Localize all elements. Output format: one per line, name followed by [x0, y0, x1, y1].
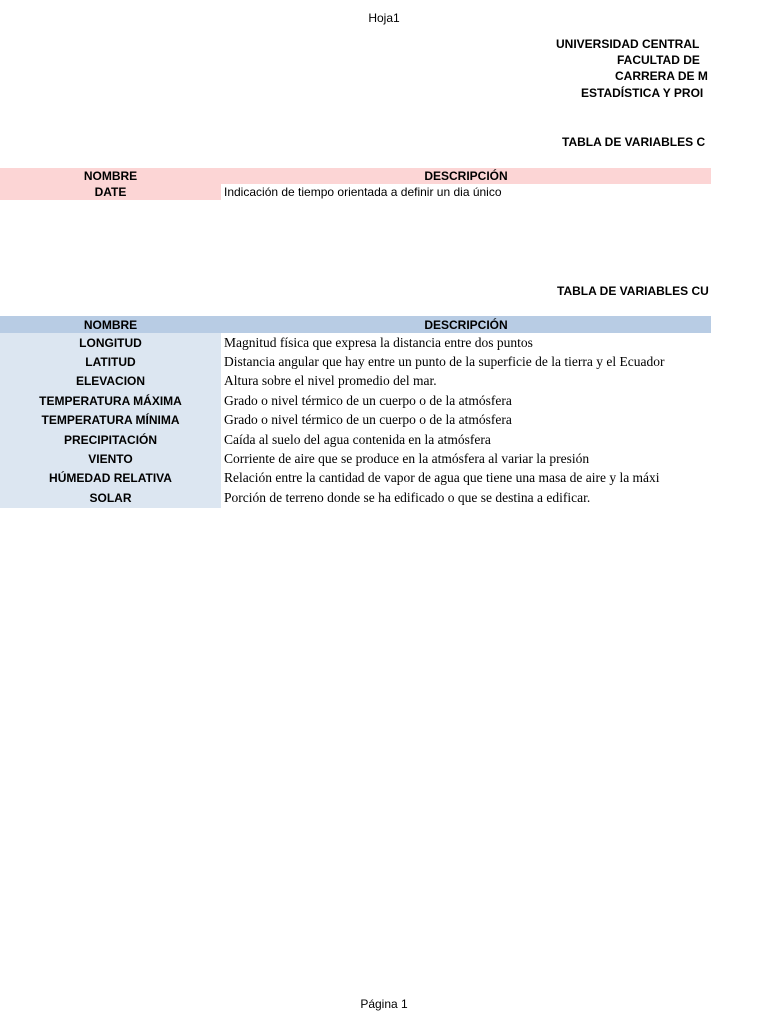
table2-row-name: ELEVACION: [0, 372, 221, 391]
table2-row-desc: Relación entre la cantidad de vapor de agua que tiene una masa de aire y la máxi: [224, 470, 660, 486]
table2-col-name: NOMBRE: [83, 317, 138, 332]
table1-title: TABLA DE VARIABLES C: [562, 135, 706, 149]
table-row: [0, 333, 711, 352]
table1-col-name: NOMBRE: [83, 169, 138, 183]
table-row: [0, 184, 711, 200]
table2-header-row: [0, 316, 711, 333]
table2-title: TABLA DE VARIABLES CU: [557, 284, 709, 298]
sheet-name: Hoja1: [368, 11, 400, 25]
table-row: [0, 352, 711, 371]
table2-row-name: PRECIPITACIÓN: [0, 430, 221, 449]
table2-col-desc: DESCRIPCIÓN: [424, 317, 508, 332]
table-row: [0, 411, 711, 430]
table-row: [0, 469, 711, 488]
table2-row-desc: Magnitud física que expresa la distancia entre dos puntos: [224, 334, 533, 350]
table-row: [0, 391, 711, 410]
table2-row-desc: Grado o nivel térmico de un cuerpo o de la atmósfera: [224, 412, 512, 428]
table2-row-name: TEMPERATURA MÁXIMA: [0, 391, 221, 410]
table2-row-desc: Caída al suelo del agua contenida en la atmósfera: [224, 431, 491, 447]
table-row: [0, 449, 711, 468]
table2-row-name: SOLAR: [0, 488, 221, 507]
table-row: [0, 488, 711, 507]
table-row: [0, 372, 711, 391]
table2-row-name: LATITUD: [0, 352, 221, 371]
table2-row-name: HÚMEDAD RELATIVA: [0, 469, 221, 488]
table2-row-name: TEMPERATURA MÍNIMA: [0, 411, 221, 430]
table1-col-desc: DESCRIPCIÓN: [424, 169, 508, 183]
header-career: CARRERA DE M: [615, 69, 708, 83]
header-faculty: FACULTAD DE: [617, 53, 700, 67]
header-university: UNIVERSIDAD CENTRAL: [556, 37, 700, 51]
table2-row-desc: Grado o nivel térmico de un cuerpo o de la atmósfera: [224, 392, 512, 408]
page-footer: Página 1: [360, 997, 408, 1011]
table2-row-desc: Porción de terreno donde se ha edificado o que se destina a edificar.: [224, 489, 591, 505]
table1-row-desc: Indicación de tiempo orientada a definir un dia único: [224, 185, 502, 199]
table2-row-desc: Corriente de aire que se produce en la atmósfera al variar la presión: [224, 451, 590, 467]
table2-row-name: LONGITUD: [0, 333, 221, 352]
table1: [0, 168, 711, 200]
table2: [0, 316, 711, 508]
table1-header-row: [0, 168, 711, 184]
table2-row-desc: Altura sobre el nivel promedio del mar.: [224, 373, 437, 389]
table-row: [0, 430, 711, 449]
header-subject: ESTADÍSTICA Y PROI: [581, 86, 704, 100]
table2-row-name: VIENTO: [0, 449, 221, 468]
table1-row-name: DATE: [0, 184, 221, 200]
table2-row-desc: Distancia angular que hay entre un punto de la superficie de la tierra y el Ecuador: [224, 354, 665, 370]
